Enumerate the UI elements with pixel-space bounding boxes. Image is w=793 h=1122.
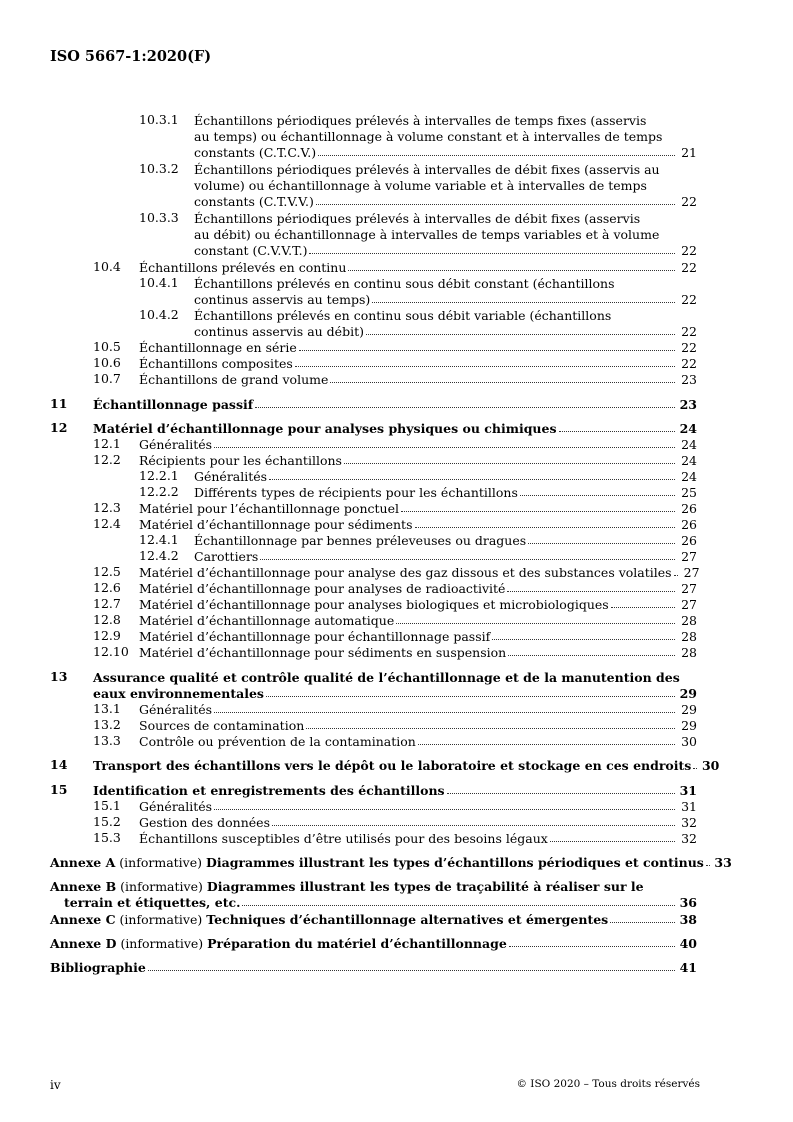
toc-entry[interactable] xyxy=(139,644,697,660)
toc-section-number: 10.6 xyxy=(93,355,121,370)
toc-entry-text: Matériel d’échantillonnage pour échantillonnage passif xyxy=(139,628,491,644)
annex-label: Annexe C xyxy=(50,911,116,927)
toc-section-number: 12.2.2 xyxy=(139,484,179,499)
toc-entry[interactable] xyxy=(139,355,697,371)
toc-entry[interactable] xyxy=(139,701,697,717)
toc-entry[interactable] xyxy=(194,468,697,484)
annex-label: Annexe B xyxy=(50,878,117,894)
toc-page-number: 41 xyxy=(679,959,697,975)
toc-section-number: 10.3.2 xyxy=(139,161,179,176)
toc-page-number: 40 xyxy=(679,935,697,951)
toc-page-number: 24 xyxy=(681,452,697,468)
dot-leader xyxy=(396,623,675,624)
toc-section-number: 10.5 xyxy=(93,339,121,354)
toc-entry-text: Matériel d’échantillonnage automatique xyxy=(139,612,395,628)
dot-leader xyxy=(610,922,675,923)
toc-section-number: 12.3 xyxy=(93,500,121,515)
toc-section-number: 12.7 xyxy=(93,596,121,611)
toc-entry-text: Matériel d’échantillonnage pour analyses physiques ou chimiques xyxy=(93,420,557,436)
dot-leader xyxy=(318,155,675,156)
dot-leader xyxy=(492,639,675,640)
toc-page-number: 31 xyxy=(679,782,697,798)
toc-page-number: 29 xyxy=(681,701,697,717)
dot-leader xyxy=(528,543,675,544)
toc-page-number: 28 xyxy=(681,628,697,644)
dot-leader xyxy=(309,253,675,254)
toc-entry-text: Identification et enregistrements des échantillons xyxy=(93,782,445,798)
toc-section-number: 10.3.3 xyxy=(139,210,179,225)
dot-leader xyxy=(299,350,675,351)
toc-section-number: 12.10 xyxy=(93,644,129,659)
toc-annex-entry[interactable] xyxy=(50,935,697,951)
toc-page-number: 22 xyxy=(681,242,697,258)
toc-entry[interactable] xyxy=(194,112,697,160)
toc-entry[interactable] xyxy=(139,564,700,580)
toc-page-number: 24 xyxy=(679,420,697,436)
dot-leader xyxy=(447,793,675,794)
toc-page-number: 26 xyxy=(681,500,697,516)
toc-page-number: 23 xyxy=(679,396,697,412)
toc-entry-text: eaux environnementales xyxy=(93,685,264,701)
toc-entry[interactable] xyxy=(139,733,697,749)
toc-page-number: 22 xyxy=(681,355,697,371)
toc-entry-text: constant (C.V.V.T.) xyxy=(194,242,308,258)
toc-page-number: 26 xyxy=(681,532,697,548)
toc-page-number: 27 xyxy=(683,564,700,580)
toc-entry-text: Généralités xyxy=(139,798,213,814)
toc-page-number: 30 xyxy=(681,733,697,749)
dot-leader xyxy=(508,655,675,656)
toc-page-number: 27 xyxy=(681,580,697,596)
copyright-notice: © ISO 2020 – Tous droits réservés xyxy=(516,1078,700,1090)
dot-leader xyxy=(214,809,675,810)
toc-section-number: 10.4.2 xyxy=(139,307,179,322)
dot-leader xyxy=(214,712,675,713)
toc-section-number: 15.2 xyxy=(93,814,121,829)
toc-page-number: 32 xyxy=(681,830,697,846)
toc-page-number: 23 xyxy=(681,371,697,387)
toc-entry[interactable] xyxy=(194,161,697,209)
toc-page-number: 30 xyxy=(701,757,720,773)
dot-leader xyxy=(507,591,675,592)
dot-leader xyxy=(674,575,678,576)
annex-title: terrain et étiquettes, etc. xyxy=(64,894,241,910)
toc-section-number: 14 xyxy=(50,757,68,772)
annex-kind: (informative) xyxy=(119,854,203,870)
toc-entry[interactable] xyxy=(139,717,697,733)
toc-annex-entry[interactable] xyxy=(50,854,732,870)
annex-kind: (informative) xyxy=(120,878,203,894)
toc-section-number: 12.2.1 xyxy=(139,468,179,483)
toc-section-number: 15.1 xyxy=(93,798,121,813)
toc-entry[interactable] xyxy=(194,210,697,258)
toc-section-number: 12.8 xyxy=(93,612,121,627)
toc-entry-text: Matériel d’échantillonnage pour analyse des gaz dissous et des substances volatiles xyxy=(139,564,672,580)
dot-leader xyxy=(418,744,675,745)
toc-section-number: 10.4 xyxy=(93,259,121,274)
toc-entry-text: Matériel d’échantillonnage pour analyses biologiques et microbiologiques xyxy=(139,596,609,612)
toc-entry[interactable] xyxy=(139,580,697,596)
toc-section-number: 12.9 xyxy=(93,628,121,643)
toc-section-number: 12.4.1 xyxy=(139,532,179,547)
toc-section-number: 15.3 xyxy=(93,830,121,845)
dot-leader xyxy=(415,527,676,528)
dot-leader xyxy=(372,302,675,303)
toc-entry-text: Échantillons périodiques prélevés à intervalles de temps fixes (asservis xyxy=(194,112,647,128)
toc-entry-text: Échantillonnage par bennes préleveuses ou dragues xyxy=(194,532,527,548)
toc-entry-text: Matériel d’échantillonnage pour analyses de radioactivité xyxy=(139,580,506,596)
toc-entry-text: Généralités xyxy=(139,701,213,717)
page-number: iv xyxy=(50,1078,61,1092)
toc-page-number: 27 xyxy=(681,596,697,612)
dot-leader xyxy=(330,382,675,383)
dot-leader xyxy=(148,970,675,971)
toc-entry[interactable] xyxy=(139,628,697,644)
dot-leader xyxy=(550,841,675,842)
toc-page-number: 24 xyxy=(681,468,697,484)
toc-entry-text: Gestion des données xyxy=(139,814,270,830)
toc-section-number: 10.7 xyxy=(93,371,121,386)
toc-entry-text: continus asservis au débit) xyxy=(194,323,364,339)
toc-page-number: 25 xyxy=(681,484,697,500)
toc-annex-entry[interactable] xyxy=(50,911,697,927)
dot-leader xyxy=(260,559,675,560)
toc-page-number: 21 xyxy=(681,144,697,160)
toc-entry-text: Échantillonnage en série xyxy=(139,339,297,355)
toc-section-number: 13.3 xyxy=(93,733,121,748)
toc-entry[interactable] xyxy=(194,532,697,548)
dot-leader xyxy=(509,946,675,947)
toc-entry-text: Échantillonnage passif xyxy=(93,396,254,412)
toc-entry-text: Échantillons prélevés en continu sous débit constant (échantillons xyxy=(194,275,615,291)
toc-page-number: 22 xyxy=(681,259,697,275)
toc-page-number: 29 xyxy=(679,685,697,701)
toc-page-number: 36 xyxy=(679,894,697,910)
toc-section-number: 12.2 xyxy=(93,452,121,467)
annex-title: Préparation du matériel d’échantillonnage xyxy=(207,935,507,951)
toc-section-number: 13 xyxy=(50,669,68,684)
toc-section-number: 10.3.1 xyxy=(139,112,179,127)
toc-entry-text: Contrôle ou prévention de la contamination xyxy=(139,733,416,749)
dot-leader xyxy=(272,825,675,826)
toc-page-number: 28 xyxy=(681,644,697,660)
toc-entry-text: Échantillons de grand volume xyxy=(139,371,329,387)
dot-leader xyxy=(269,479,675,480)
document-header: ISO 5667-1:2020(F) xyxy=(50,48,212,65)
dot-leader xyxy=(366,334,675,335)
toc-entry-text: continus asservis au temps) xyxy=(194,291,371,307)
toc-bibliography-entry[interactable] xyxy=(50,959,697,975)
toc-page-number: 28 xyxy=(681,612,697,628)
toc-entry[interactable] xyxy=(93,782,697,798)
toc-page-number: 33 xyxy=(714,854,732,870)
toc-entry-text: Différents types de récipients pour les échantillons xyxy=(194,484,518,500)
annex-label: Annexe A xyxy=(50,854,116,870)
toc-entry-text: Échantillons prélevés en continu sous débit variable (échantillons xyxy=(194,307,612,323)
toc-entry-text: Matériel d’échantillonnage pour sédiments en suspension xyxy=(139,644,507,660)
toc-page-number: 29 xyxy=(681,717,697,733)
toc-page-number: 24 xyxy=(681,436,697,452)
toc-entry-text: Carottiers xyxy=(194,548,259,564)
annex-title: Diagrammes illustrant les types d’échantillons périodiques et continus xyxy=(206,854,704,870)
dot-leader xyxy=(344,463,675,464)
toc-entry-text: Matériel d’échantillonnage pour sédiments xyxy=(139,516,413,532)
dot-leader xyxy=(306,728,675,729)
toc-entry[interactable] xyxy=(139,814,697,830)
toc-entry[interactable] xyxy=(139,596,697,612)
toc-page-number: 27 xyxy=(681,548,697,564)
annex-title: Techniques d’échantillonnage alternatives et émergentes xyxy=(206,911,609,927)
toc-entry[interactable] xyxy=(139,612,697,628)
toc-entry[interactable] xyxy=(93,420,697,436)
toc-entry[interactable] xyxy=(139,516,697,532)
toc-section-number: 13.1 xyxy=(93,701,121,716)
toc-entry[interactable] xyxy=(93,757,720,773)
toc-entry[interactable] xyxy=(93,669,697,701)
dot-leader xyxy=(348,270,675,271)
toc-entry[interactable] xyxy=(139,436,697,452)
dot-leader xyxy=(611,607,675,608)
toc-entry[interactable] xyxy=(194,548,697,564)
toc-entry[interactable] xyxy=(194,275,697,307)
annex-title: Diagrammes illustrant les types de traçabilité à réaliser sur le xyxy=(206,878,644,894)
toc-entry-text: Sources de contamination xyxy=(139,717,305,733)
toc-section-number: 12.4.2 xyxy=(139,548,179,563)
toc-page-number: 22 xyxy=(681,323,697,339)
toc-page-number: 22 xyxy=(681,339,697,355)
toc-entry-text: Échantillons périodiques prélevés à intervalles de débit fixes (asservis au xyxy=(194,161,660,177)
toc-entry[interactable] xyxy=(194,307,697,339)
dot-leader xyxy=(295,366,675,367)
toc-page-number: 31 xyxy=(681,798,697,814)
toc-entry-text: Récipients pour les échantillons xyxy=(139,452,342,468)
bibliography-label: Bibliographie xyxy=(50,959,146,975)
dot-leader xyxy=(316,204,675,205)
toc-entry-text: Échantillons susceptibles d’être utilisés pour des besoins légaux xyxy=(139,830,548,846)
toc-entry-text: Échantillons composites xyxy=(139,355,293,371)
dot-leader xyxy=(520,495,675,496)
toc-section-number: 11 xyxy=(50,396,68,411)
toc-entry[interactable] xyxy=(139,830,697,846)
toc-section-number: 12.1 xyxy=(93,436,121,451)
toc-entry[interactable] xyxy=(139,500,697,516)
dot-leader xyxy=(266,696,675,697)
toc-section-number: 12.4 xyxy=(93,516,121,531)
dot-leader xyxy=(559,431,675,432)
toc-entry-text: Assurance qualité et contrôle qualité de l’échantillonnage et de la manutention des xyxy=(93,669,680,685)
toc-annex-entry[interactable] xyxy=(50,878,697,910)
toc-entry[interactable] xyxy=(194,484,697,500)
dot-leader xyxy=(693,768,697,769)
toc-page-number: 32 xyxy=(681,814,697,830)
annex-label: Annexe D xyxy=(50,935,117,951)
toc-entry[interactable] xyxy=(139,371,697,387)
toc-entry-text: volume) ou échantillonnage à volume variable et à intervalles de temps xyxy=(194,177,647,193)
dot-leader xyxy=(214,447,675,448)
toc-entry[interactable] xyxy=(139,259,697,275)
toc-entry-text: Généralités xyxy=(139,436,213,452)
toc-entry[interactable] xyxy=(139,798,697,814)
toc-entry-text: Échantillons prélevés en continu xyxy=(139,259,347,275)
annex-kind: (informative) xyxy=(119,911,203,927)
toc-entry-text: constants (C.T.C.V.) xyxy=(194,144,317,160)
toc-section-number: 15 xyxy=(50,782,68,797)
toc-page-number: 38 xyxy=(679,911,697,927)
toc-section-number: 12 xyxy=(50,420,68,435)
toc-section-number: 13.2 xyxy=(93,717,121,732)
toc-entry-text: Transport des échantillons vers le dépôt ou le laboratoire et stockage en ces endroits xyxy=(93,757,692,773)
toc-page-number: 22 xyxy=(681,193,697,209)
toc-entry-text: constants (C.T.V.V.) xyxy=(194,193,314,209)
dot-leader xyxy=(706,865,710,866)
toc-page-number: 26 xyxy=(681,516,697,532)
toc-entry-text: Échantillons périodiques prélevés à intervalles de débit fixes (asservis xyxy=(194,210,641,226)
toc-section-number: 10.4.1 xyxy=(139,275,179,290)
toc-section-number: 12.6 xyxy=(93,580,121,595)
annex-kind: (informative) xyxy=(120,935,204,951)
toc-entry[interactable] xyxy=(139,452,697,468)
dot-leader xyxy=(242,905,675,906)
toc-section-number: 12.5 xyxy=(93,564,121,579)
dot-leader xyxy=(255,407,675,408)
toc-entry[interactable] xyxy=(93,396,697,412)
toc-entry-text: Généralités xyxy=(194,468,268,484)
toc-entry[interactable] xyxy=(139,339,697,355)
toc-entry-text: au temps) ou échantillonnage à volume constant et à intervalles de temps xyxy=(194,128,663,144)
toc-entry-text: Matériel pour l’échantillonnage ponctuel xyxy=(139,500,399,516)
dot-leader xyxy=(401,511,675,512)
toc-page-number: 22 xyxy=(681,291,697,307)
toc-entry-text: au débit) ou échantillonnage à intervalles de temps variables et à volume xyxy=(194,226,660,242)
